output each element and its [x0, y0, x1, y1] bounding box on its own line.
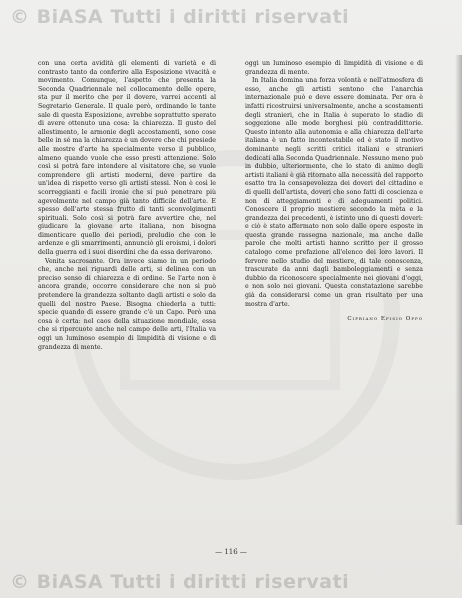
page-edge-shadow — [455, 55, 462, 525]
paragraph: con una certa avidità gli elementi di varietà e di contrasto tanto da conferire alla Esposizione vivacità e movimento. Comunque, l'aspetto che presenta la Seconda Quadriennale nel collocamento delle opere, sta pur il merito che per il dovere, varrei accenti al Segretario Generale. Il quale però, ordinando le tante sale di questa Esposizione, avrebbe soprattutto sperato di avere ottenuto una cosa: la chiarezza. Il gusto del allestimento, le armonie degli accostamenti, sono cose belle in sé ma la chiarezza è un dovere che chi presiede alle mostre d'arte ha specialmente verso il pubblico, almeno quando vuole che esso presti attenzione. Solo così si potrà fare intendere al visitatore che, se vuole comprendere gli artisti moderni, deve partire da un'idea di rispetto verso gli artisti stessi. Non è così le scorreggianti e facili ironie che si può penetrare più agevolmente nel campo già tanto difficile dell'arte. E spesso dell'arte stessa frutto di tanti sconvolgimenti spirituali. Solo così si potrà fare avvertire che, nel giudicare la giovane arte italiana, non bisogna dimenticare quello dei periodi, preludio che con le ardenze e gli smarrimenti, annunciò gli eroismi, i dolori della guerra ed i suoi disordini che da essa derivarono. — [38, 60, 216, 257]
author-signature: Cipriano Efisio Oppo — [347, 316, 423, 323]
left-text-column — [38, 60, 216, 352]
right-text-column — [245, 60, 423, 324]
watermark-text-top: © BiASA Tutti i diritti riservati — [10, 6, 350, 28]
page-number: — 116 — — [215, 548, 247, 556]
paragraph: oggi un luminoso esempio di limpidità di visione e di grandezza di mente. — [245, 60, 423, 76]
paragraph: Venita sacrosante. Ora invece siamo in un periodo che, anche nei riguardi delle arti, si delinea con un preciso senso di chiarezza e di ordine. Se l'arte non è ancora grande, occorre considerare che non si può pretendere la grandezza soltanto dagli artisti e solo da quelli del nostro Paese. Bisogna chiederla a tutti: specie quando di essere grande c'è un Capo. Però una cosa è certa: nel caos della situazione mondiale, essa che si ripercuote anche nel campo delle arti, l'Italia va oggi un luminoso esempio di limpidità di visione e di grandezza di mente. — [38, 257, 216, 351]
watermark-text-bottom: © BiASA Tutti i diritti riservati — [10, 571, 350, 593]
paragraph: In Italia domina una forza volontà e nell'atmosfera di esso, anche gli artisti sentono che l'anarchia internazionale può e deve essere dominata. Per ora è infatti ricostruirsi universalmente, anche a scostamenti degli stranieri, che in Italia è superato lo stadio di soggezione alle mode borghesi più contraddittorie. Questo intento alla autonomia e alla chiarezza dell'arte italiana è un fatto incontestabile ed è stato il motivo dominante negli scritti critici italiani e stranieri dedicati alla Seconda Quadriennale. Nessuno meno può in dubbio, ulteriormente, che lo stato di animo degli artisti italiani è già ritornato alla necessità del rapporto esatto tra la consapevolezza dei doveri del cittadino e di quelli dell'artista, doveri che sono fatti di coscienza e non di atteggiamenti e di adeguamenti politici. Conoscere il proprio mestiere secondo la mèta e la grandezza dei precedenti, è istinto uno di questi doveri: e ciò è stato affermato non solo dalle opere esposte in questa grande rassegna nazionale, ma anche dalle parole che molti artisti hanno scritto per il grosso catalogo come prefazione all'elenco dei loro lavori. Il fervore nello studio del mestiere, di tale conoscenza, trascurate da anni dagli bamboleggiamenti e senza dubbio da riconoscere specialmente nei giovani d'oggi, e non solo nei giovani. Questa constatazione sarebbe già da considerarsi come un gran risultato per una mostra d'arte. — [245, 77, 423, 308]
